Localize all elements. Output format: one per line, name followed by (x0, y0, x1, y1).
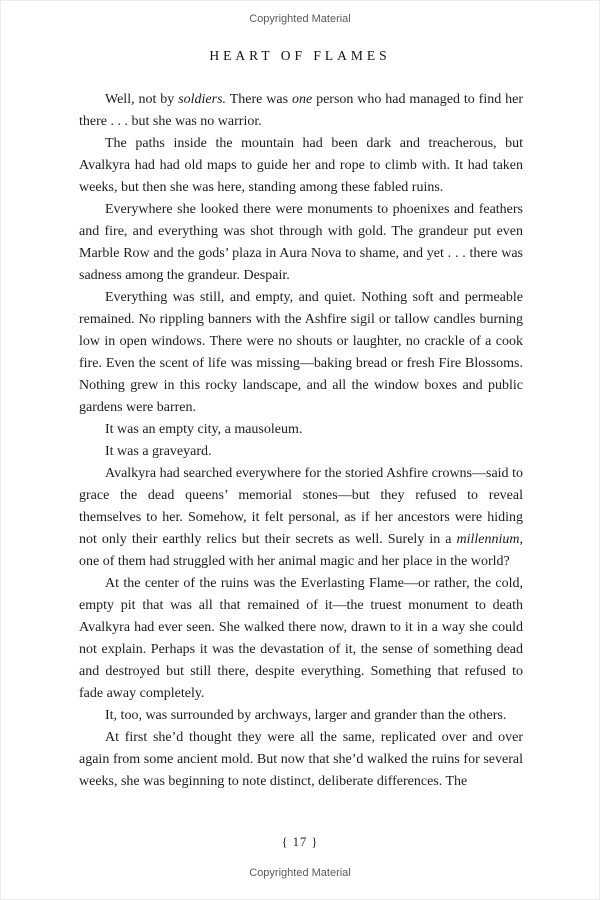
paragraph (79, 287, 523, 419)
text-segment: There was (226, 92, 292, 107)
paragraph (79, 463, 523, 573)
text-segment: At first she’d thought they were all the same, replicated over and over again from some ancient mold. But now that she’d walked the ruins for several weeks, she was beginning to note distinct, deliberate differences. The (79, 730, 523, 789)
page-body (79, 89, 523, 793)
paragraph (79, 89, 523, 133)
copyright-notice-top: Copyrighted Material (249, 13, 351, 25)
italic-text: millennium (456, 532, 520, 547)
text-segment: Everywhere she looked there were monuments to phoenixes and feathers and fire, and everything was shot through with gold. The grandeur put even Marble Row and the gods’ plaza in Aura Nova to shame, and yet . . . there was sadness among the grandeur. Despair. (79, 202, 523, 283)
paragraph (79, 573, 523, 705)
italic-text: soldiers. (178, 92, 227, 107)
paragraph (79, 705, 523, 727)
text-segment: Everything was still, and empty, and quiet. Nothing soft and permeable remained. No rippling banners with the Ashfire sigil or tallow candles burning low in open windows. There were no shouts or laughter, no crackle of a cook fire. Even the scent of life was missing—baking bread or fresh Fire Blossoms. Nothing grew in this rocky landscape, and all the window boxes and public gardens were barren. (79, 290, 523, 415)
copyright-notice-bottom: Copyrighted Material (249, 867, 351, 879)
text-segment: At the center of the ruins was the Everlasting Flame—or rather, the cold, empty pit that was all that remained of it—the truest monument to death Avalkyra had ever seen. She walked there now, drawn to it in a way she could not explain. Perhaps it was the devastation of it, the sense of something dead and destroyed but still there, despite everything. Something that refused to fade away completely. (79, 576, 523, 701)
book-title-header: HEART OF FLAMES (209, 48, 391, 63)
text-segment: It was an empty city, a mausoleum. (105, 422, 303, 437)
paragraph (79, 441, 523, 463)
page-number: { 17 } (281, 835, 319, 849)
paragraph (79, 419, 523, 441)
text-segment: Avalkyra had searched everywhere for the storied Ashfire crowns—said to grace the dead queens’ memorial stones—but they refused to reveal themselves to her. Somehow, it felt personal, as if her ancestors were hiding not only their earthly relics but their secrets as well. Surely in a (79, 466, 523, 547)
paragraph (79, 727, 523, 793)
text-segment: , one of them had struggled with her animal magic and her place in the world? (79, 532, 523, 569)
text-segment: It, too, was surrounded by archways, larger and grander than the others. (105, 708, 507, 723)
text-segment: person who had managed to find her there . . . but she was no warrior. (79, 92, 523, 129)
paragraph (79, 199, 523, 287)
italic-text: one (291, 92, 313, 107)
text-segment: The paths inside the mountain had been dark and treacherous, but Avalkyra had had old maps to guide her and rope to climb with. It had taken weeks, but then she was here, standing among these fabled ruins. (79, 136, 523, 195)
text-segment: It was a graveyard. (105, 444, 212, 459)
paragraph (79, 133, 523, 199)
text-segment: Well, not by (105, 92, 179, 107)
